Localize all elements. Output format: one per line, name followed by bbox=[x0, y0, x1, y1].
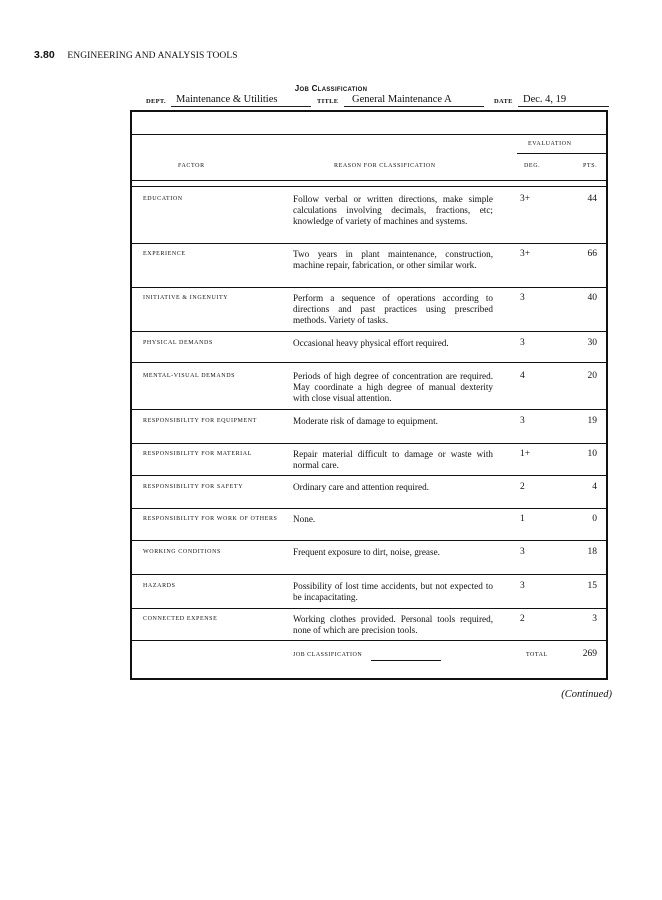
factor-cell: CONNECTED EXPENSE bbox=[143, 616, 218, 622]
pts-cell: 10 bbox=[587, 449, 597, 459]
reason-cell: Possibility of lost time accidents, but not expected to be incapacitating. bbox=[293, 581, 493, 602]
date-label: DATE bbox=[494, 98, 513, 105]
page-number: 3.80 bbox=[34, 49, 55, 61]
column-factor: FACTOR bbox=[178, 163, 205, 169]
column-pts: PTS. bbox=[583, 163, 598, 169]
dept-value: Maintenance & Utilities bbox=[176, 94, 278, 105]
job-classification-blank bbox=[371, 660, 441, 661]
title-label: TITLE bbox=[317, 98, 339, 105]
factor-cell: WORKING CONDITIONS bbox=[143, 549, 221, 555]
table-divider bbox=[130, 186, 608, 187]
date-underline bbox=[518, 106, 609, 107]
running-header bbox=[34, 49, 238, 61]
reason-cell: Periods of high degree of concentration are required. May coordinate a high degree of manual dexterity with close visual attention. bbox=[293, 371, 493, 403]
deg-cell: 4 bbox=[520, 371, 525, 381]
column-deg: DEG. bbox=[524, 163, 541, 169]
continued-note: (Continued) bbox=[561, 689, 612, 700]
row-divider bbox=[130, 287, 608, 288]
pts-cell: 66 bbox=[587, 249, 597, 259]
factor-cell: EDUCATION bbox=[143, 196, 183, 202]
reason-cell: Perform a sequence of operations according to directions and past practices using prescribed methods. Variety of tasks. bbox=[293, 293, 493, 325]
reason-cell: Occasional heavy physical effort required. bbox=[293, 338, 449, 348]
total-value: 269 bbox=[582, 649, 597, 659]
row-divider bbox=[130, 443, 608, 444]
row-divider bbox=[130, 540, 608, 541]
dept-underline bbox=[171, 106, 311, 107]
deg-cell: 2 bbox=[520, 482, 525, 492]
factor-cell: RESPONSIBILITY FOR SAFETY bbox=[143, 484, 244, 490]
reason-cell: None. bbox=[293, 514, 316, 524]
title-underline bbox=[344, 106, 484, 107]
factor-cell: EXPERIENCE bbox=[143, 251, 186, 257]
pts-cell: 20 bbox=[587, 371, 597, 381]
pts-cell: 40 bbox=[587, 293, 597, 303]
row-divider bbox=[130, 409, 608, 410]
total-label: TOTAL bbox=[526, 652, 548, 658]
title-value: General Maintenance A bbox=[352, 94, 452, 105]
deg-cell: 3 bbox=[520, 547, 525, 557]
reason-cell: Follow verbal or written directions, make simple calculations involving decimals, fractions, etc; knowledge of variety of machines and systems. bbox=[293, 194, 493, 226]
deg-cell: 3+ bbox=[520, 194, 531, 204]
deg-cell: 1+ bbox=[520, 449, 531, 459]
reason-cell: Working clothes provided. Personal tools required, none of which are precision tools. bbox=[293, 614, 493, 635]
row-divider bbox=[130, 362, 608, 363]
reason-cell: Moderate risk of damage to equipment. bbox=[293, 416, 438, 426]
pts-cell: 15 bbox=[587, 581, 597, 591]
deg-cell: 3 bbox=[520, 338, 525, 348]
pts-cell: 19 bbox=[587, 416, 597, 426]
pts-cell: 44 bbox=[587, 194, 597, 204]
job-classification-label: JOB CLASSIFICATION bbox=[293, 652, 363, 658]
deg-cell: 3+ bbox=[520, 249, 531, 259]
row-divider bbox=[130, 508, 608, 509]
factor-cell: RESPONSIBILITY FOR WORK OF OTHERS bbox=[143, 516, 278, 522]
reason-cell: Repair material difficult to damage or waste with normal care. bbox=[293, 449, 493, 470]
pts-cell: 4 bbox=[592, 482, 597, 492]
date-value: Dec. 4, 19 bbox=[523, 94, 567, 105]
row-divider bbox=[130, 608, 608, 609]
row-divider bbox=[130, 243, 608, 244]
deg-cell: 3 bbox=[520, 293, 525, 303]
evaluation-header: EVALUATION bbox=[528, 141, 572, 147]
running-head-title: ENGINEERING AND ANALYSIS TOOLS bbox=[67, 51, 238, 61]
factor-cell: INITIATIVE & INGENUITY bbox=[143, 295, 229, 301]
factor-cell: PHYSICAL DEMANDS bbox=[143, 340, 213, 346]
pts-cell: 30 bbox=[587, 338, 597, 348]
row-divider bbox=[130, 475, 608, 476]
pts-cell: 18 bbox=[587, 547, 597, 557]
deg-cell: 3 bbox=[520, 581, 525, 591]
row-divider bbox=[130, 574, 608, 575]
pts-cell: 0 bbox=[592, 514, 597, 524]
evaluation-divider bbox=[517, 153, 608, 154]
row-divider bbox=[130, 331, 608, 332]
factor-cell: MENTAL-VISUAL DEMANDS bbox=[143, 373, 236, 379]
table-divider bbox=[130, 180, 608, 181]
column-reason: REASON FOR CLASSIFICATION bbox=[334, 163, 436, 169]
reason-cell: Ordinary care and attention required. bbox=[293, 482, 429, 492]
factor-cell: RESPONSIBILITY FOR EQUIPMENT bbox=[143, 418, 257, 424]
deg-cell: 3 bbox=[520, 416, 525, 426]
factor-cell: RESPONSIBILITY FOR MATERIAL bbox=[143, 451, 252, 457]
table-divider bbox=[130, 134, 608, 135]
deg-cell: 2 bbox=[520, 614, 525, 624]
reason-cell: Two years in plant maintenance, construction, machine repair, fabrication, or other similar work. bbox=[293, 249, 493, 270]
row-divider bbox=[130, 640, 608, 641]
factor-cell: HAZARDS bbox=[143, 583, 176, 589]
reason-cell: Frequent exposure to dirt, noise, grease. bbox=[293, 547, 440, 557]
form-title: Job Classification bbox=[294, 84, 368, 93]
deg-cell: 1 bbox=[520, 514, 525, 524]
dept-label: DEPT. bbox=[146, 98, 166, 105]
pts-cell: 3 bbox=[592, 614, 597, 624]
